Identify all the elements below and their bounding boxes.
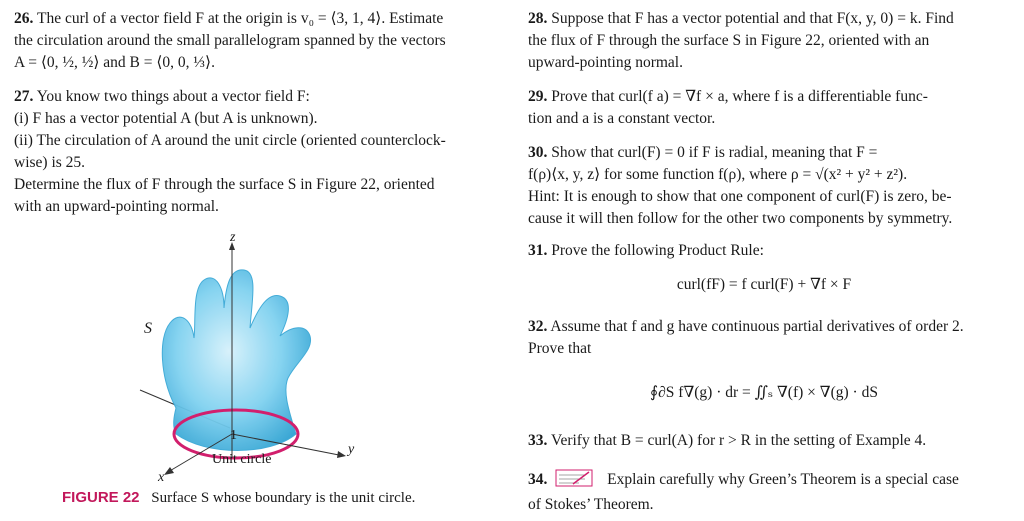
exercise-33-line-1: 33. Verify that B = curl(A) for r > R in the setting of Example 4. — [528, 432, 927, 449]
formula-right: ∬ₛ ∇(f) × ∇(g) · dS — [754, 384, 878, 401]
exercise-28-line-2: the flux of F through the surface S in Figure 22, oriented with an — [528, 32, 930, 49]
exercise-28 — [528, 8, 1000, 74]
exercise-30 — [528, 142, 1000, 230]
exercise-27-intro: 27. You know two things about a vector field F: — [14, 88, 310, 105]
surface-s-label: S — [144, 320, 152, 337]
exercise-number: 26. — [14, 10, 34, 27]
exercise-32-line-1: 32. Assume that f and g have continuous partial derivatives of order 2. — [528, 318, 964, 335]
exercise-27-item-2b: wise) is 25. — [14, 154, 86, 171]
exercise-30-line-3: Hint: It is enough to show that one component of curl(F) is zero, be- — [528, 188, 952, 205]
exercise-28-line-1: 28. Suppose that F has a vector potential and that F(x, y, 0) = k. Find — [528, 10, 954, 27]
figure-caption — [62, 489, 415, 507]
writing-exercise-icon — [555, 469, 593, 494]
exercise-29 — [528, 86, 1000, 130]
axis-y-label: y — [348, 442, 355, 457]
figure-22 — [120, 228, 380, 490]
exercise-27-item-1: (i) F has a vector potential A (but A is unknown). — [14, 110, 318, 127]
exercise-27-item-2a: (ii) The circulation of A around the unit circle (oriented counterclock- — [14, 132, 446, 149]
figure-surface-drawing — [120, 228, 380, 490]
axis-z-label: z — [230, 230, 236, 245]
exercise-34-line-1: 34. Explain carefully why Green’s Theorem is a special case — [528, 469, 1000, 494]
exercise-34 — [528, 469, 1000, 516]
integral-identity-formula — [528, 382, 1000, 404]
exercise-27 — [14, 86, 490, 218]
exercise-33 — [528, 430, 1000, 452]
exercise-29-line-2: tion and a is a constant vector. — [528, 110, 716, 127]
exercise-number: 30. — [528, 144, 548, 161]
formula-left: ∮∂S f∇(g) · dr — [650, 384, 739, 401]
exercise-26-line-2: the circulation around the small parallelogram spanned by the vectors — [14, 32, 446, 49]
exercise-30-line-4: cause it will then follow for the other two components by symmetry. — [528, 210, 953, 227]
unit-circle-label: Unit circle — [212, 452, 272, 467]
exercise-27-line-b: with an upward-pointing normal. — [14, 198, 219, 215]
exercise-31-line-1: 31. Prove the following Product Rule: — [528, 242, 764, 259]
exercise-26 — [14, 8, 490, 74]
formula-eq: = — [742, 384, 751, 401]
product-rule-formula: curl(fF) = f curl(F) + ∇f × F — [676, 276, 852, 293]
surface-s — [162, 270, 310, 451]
exercise-31 — [528, 240, 1000, 296]
exercise-34-line-2: of Stokes’ Theorem. — [528, 496, 654, 513]
axis-x-label: x — [158, 470, 165, 485]
exercise-number: 33. — [528, 432, 548, 449]
exercise-27-line-a: Determine the flux of F through the surface S in Figure 22, oriented — [14, 176, 435, 193]
exercise-26-line-3: A = ⟨0, ½, ½⟩ and B = ⟨0, 0, ⅓⟩. — [14, 54, 215, 71]
y-axis-arrow-icon — [337, 451, 346, 458]
exercise-number: 28. — [528, 10, 548, 27]
exercise-32-line-2: Prove that — [528, 340, 592, 357]
exercise-29-line-1: 29. Prove that curl(f a) = ∇f × a, where f is a differentiable func- — [528, 88, 928, 105]
exercise-32 — [528, 316, 1000, 404]
x-axis-arrow-icon — [164, 467, 174, 475]
exercise-30-line-1: 30. Show that curl(F) = 0 if F is radial, meaning that F = — [528, 144, 878, 161]
exercise-number: 34. — [528, 471, 548, 488]
exercise-number: 29. — [528, 88, 548, 105]
exercise-28-line-3: upward-pointing normal. — [528, 54, 683, 71]
exercise-number: 27. — [14, 88, 34, 105]
exercise-26-line-1: 26. The curl of a vector field F at the origin is v₀ = ⟨3, 1, 4⟩. Estimate — [14, 10, 444, 27]
exercise-number: 31. — [528, 242, 548, 259]
exercise-number: 32. — [528, 318, 548, 335]
radius-label: 1 — [230, 428, 237, 443]
figure-number: FIGURE 22 — [62, 489, 140, 506]
figure-title: Surface S whose boundary is the unit circle. — [151, 490, 416, 506]
exercise-30-line-2: f(ρ)⟨x, y, z⟩ for some function f(ρ), where ρ = √(x² + y² + z²). — [528, 166, 908, 183]
